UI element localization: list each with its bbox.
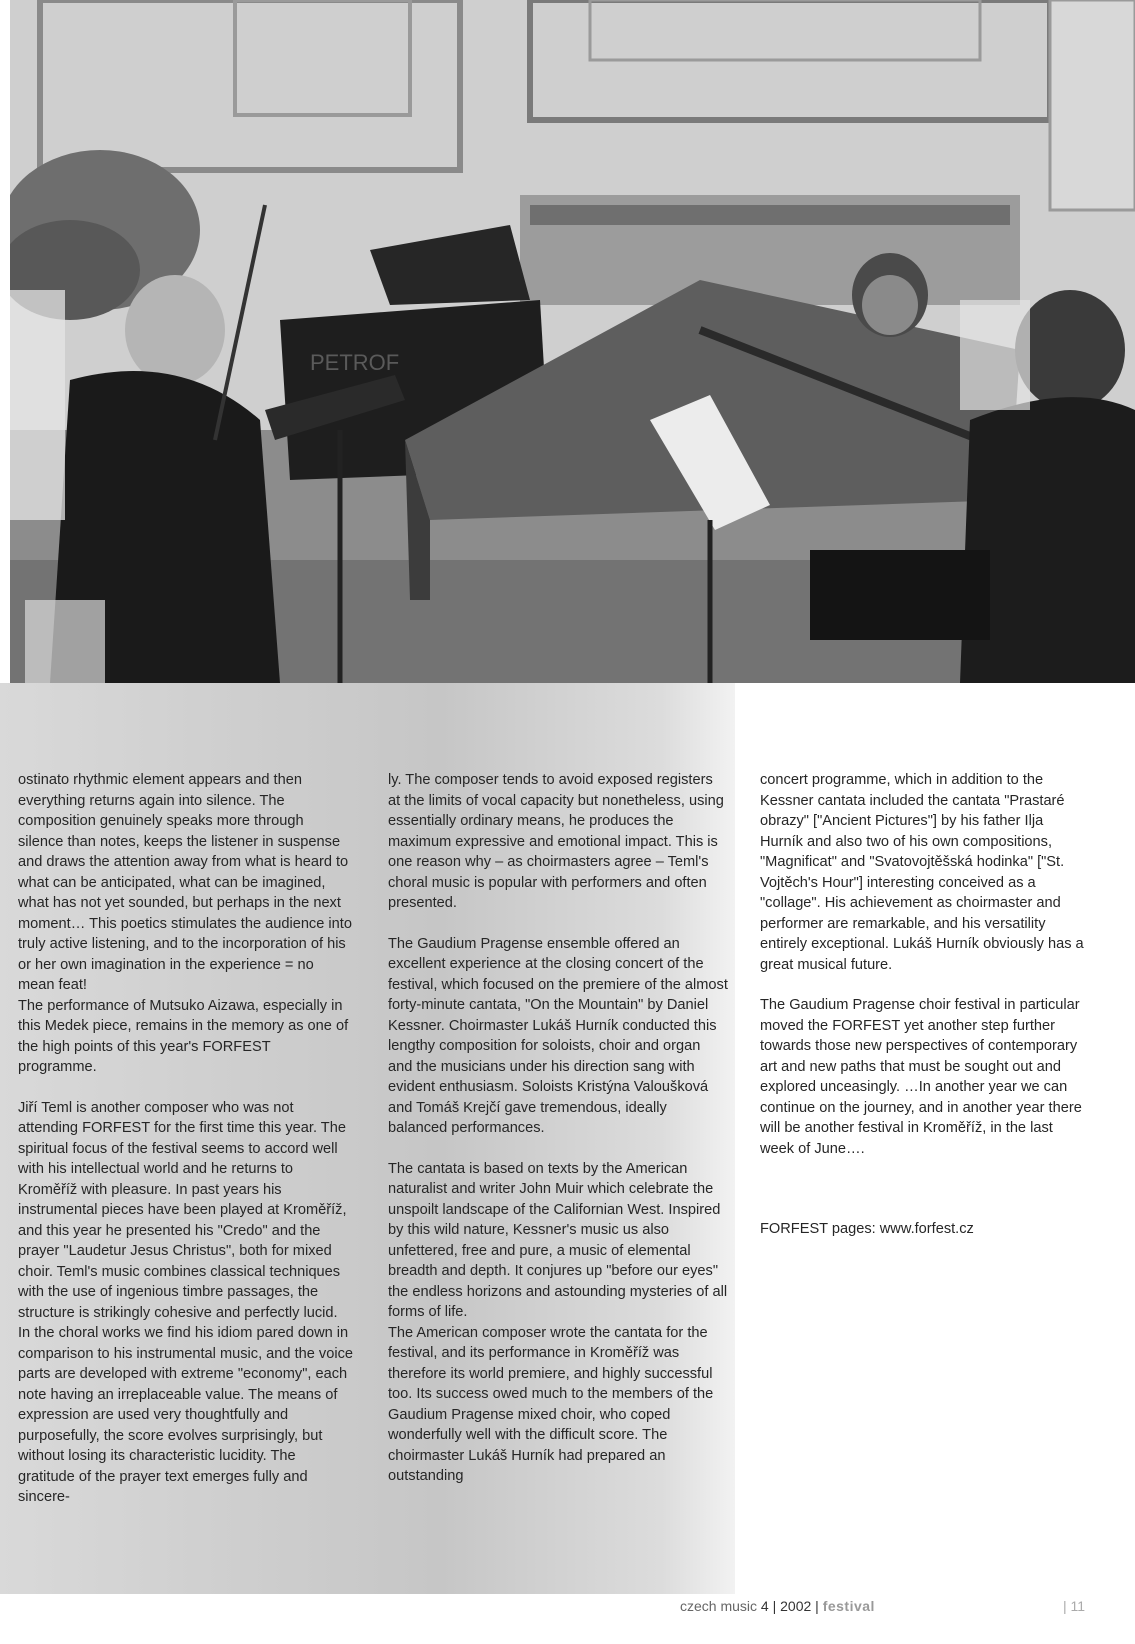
- concert-photo-icon: [10, 0, 1135, 683]
- page-number: | 11: [1063, 1598, 1086, 1614]
- paragraph: Jiří Teml is another composer who was not attending FORFEST for the first time this year. The spiritual focus of the festival seems to accord well with his intellectual world and he returns to Kroměříž with pleasure. In past years his instrumental pieces have been played at Kroměříž, and this year he presented his "Credo" and the prayer "Laudetur Jesus Christus", both for mixed choir. Teml's music combines classical techniques with the use of ingenious timbre passages, the structure is strikingly cohesive and perfectly lucid. In the choral works we find his idiom pared down in comparison to his instrumental music, and the voice parts are developed with extreme "economy", each note having an irreplaceable value. The means of expression are used very thoughtfully and purposefully, the score evolves surprisingly, but without losing its characteristic lucidity. The gratitude of the prayer text emerges fully and sincere-: [18, 1099, 354, 1505]
- page-footer: [680, 1598, 875, 1614]
- article-column-1: [18, 770, 353, 1528]
- paragraph: The Gaudium Pragense ensemble offered an excellent experience at the closing concert of the festival, which focused on the premiere of the almost forty-minute cantata, "On the Mountain" by Daniel Kessner. Choirmaster Lukáš Hurník conducted this lengthy composition for soloists, choir and organ and the musicians under his direction sang with evident enthusiasm. Soloists Kristýna Valoušková and Tomáš Krejčí gave tremendous, ideally balanced performances.: [388, 935, 728, 1136]
- forfest-link-text: FORFEST pages: www.forfest.cz: [760, 1221, 974, 1237]
- paragraph: ostinato rhythmic element appears and then everything returns again into silence. The composition genuinely speaks more through silence than notes, keeps the listener in suspense and draws the attention away from what is heard to what can be anticipated, what can be imagined, what has not yet sounded, but perhaps in the next moment… This poetics stimulates the audience into truly active listening, and to the incorporation of his or her own imagination in the experience = no mean feat!: [18, 772, 352, 993]
- concert-photo: [10, 0, 1135, 683]
- article-column-2: [388, 770, 728, 1507]
- piano-brand-label: PETROF: [310, 350, 400, 375]
- article-column-3: [760, 770, 1090, 1260]
- section-label: festival: [822, 1598, 875, 1614]
- paragraph: ly. The composer tends to avoid exposed registers at the limits of vocal capacity but nonetheless, using essentially ordinary means, he produces the maximum expressive and emotional impact. This is one reason why – as choirmasters agree – Teml's choral music is popular with performers and often presented.: [388, 772, 724, 911]
- paragraph: The cantata is based on texts by the American naturalist and writer John Muir which celebrate the unspoilt landscape of the Californian West. Inspired by this wild nature, Kessner's music us also unfettered, free and pure, a music of elemental breadth and depth. It conjures up "before our eyes" the endless horizons and astounding mysteries of all forms of life.: [388, 1160, 728, 1320]
- magazine-name: czech music: [680, 1598, 758, 1614]
- paragraph: The performance of Mutsuko Aizawa, especially in this Medek piece, remains in the memory as one of the high points of this year's FORFEST programme.: [18, 997, 349, 1075]
- paragraph: concert programme, which in addition to the Kessner cantata included the cantata "Prastaré obrazy" ["Ancient Pictures"] by his father Ilja Hurník and also two of his own compositions, "Magnificat" and "Svatovojtěšská hodinka" ["St. Vojtěch's Hour"] interesting conceived as a "collage". His achievement as choirmaster and performer are remarkable, and his versatility entirely exceptional. Lukáš Hurník obviously has a great musical future.: [760, 772, 1084, 973]
- issue-label: 4 | 2002 |: [760, 1598, 819, 1614]
- paragraph: The American composer wrote the cantata for the festival, and its performance in Kroměříž was therefore its world premiere, and highly successful too. Its success owed much to the members of the Gaudium Pragense mixed choir, who coped wonderfully well with the difficult score. The choirmaster Lukáš Hurník had prepared an outstanding: [388, 1324, 714, 1484]
- paragraph: The Gaudium Pragense choir festival in particular moved the FORFEST yet another step further towards those new perspectives of contemporary art and new paths that must be sought out and explored unceasingly. …In another year we can continue on the journey, and in another year there will be another festival in Kroměříž, in the last week of June….: [760, 997, 1082, 1157]
